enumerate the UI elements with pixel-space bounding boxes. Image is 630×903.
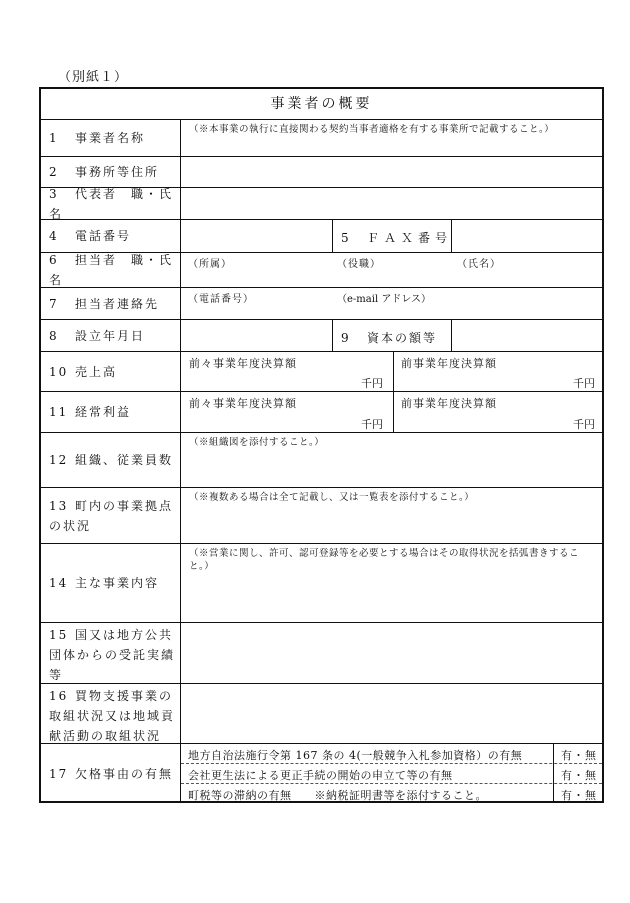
row-ordinary-profit bbox=[41, 392, 602, 433]
row-number: 6 bbox=[49, 253, 59, 267]
row-label-text: 町内の事業拠点の状況 bbox=[49, 499, 174, 533]
disqualification-choice[interactable]: 有・無 bbox=[561, 749, 597, 762]
row-number: 10 bbox=[49, 364, 69, 379]
row-label-text: 組織、従業員数 bbox=[75, 453, 174, 467]
row-label bbox=[41, 220, 181, 252]
position-label: （役職） bbox=[337, 259, 381, 270]
phone-number-label: （電話番号） bbox=[188, 294, 254, 305]
sales-prev-prev-unit: 千円 bbox=[361, 377, 383, 390]
row-label-text: 事務所等住所 bbox=[75, 165, 160, 179]
disqualification-choice[interactable]: 有・無 bbox=[561, 789, 597, 802]
row-number: 14 bbox=[49, 576, 69, 590]
row-label bbox=[41, 188, 181, 219]
row-label-text: 経常利益 bbox=[75, 405, 132, 419]
row-label-text: 代表者 職・氏名 bbox=[49, 186, 174, 221]
row-label-text: 担当者 職・氏名 bbox=[49, 253, 174, 287]
business-name-note: （※本事業の執行に直接関わる契約当事者適格を有する事業所で記載すること。） bbox=[189, 124, 555, 135]
row-label-text: 設立年月日 bbox=[75, 328, 146, 343]
capital-field[interactable] bbox=[452, 320, 602, 351]
sales-prev-label: 前事業年度決算額 bbox=[401, 357, 497, 370]
row-label bbox=[41, 120, 181, 156]
contact-info-field[interactable] bbox=[182, 302, 602, 319]
row-number: 7 bbox=[49, 296, 59, 311]
row-label bbox=[41, 253, 181, 287]
name-label: （氏名） bbox=[457, 259, 501, 270]
row-label bbox=[41, 684, 181, 743]
row-label-text: 欠格事由の有無 bbox=[75, 766, 174, 781]
shopping-support-field[interactable] bbox=[182, 684, 602, 743]
form-title: 事業者の概要 bbox=[41, 89, 602, 120]
row-contact-info bbox=[41, 288, 602, 320]
established-date-field[interactable] bbox=[182, 320, 332, 351]
row-number: 13 bbox=[49, 499, 69, 513]
row-number: 15 bbox=[49, 628, 69, 642]
row-label-text: 担当者連絡先 bbox=[75, 296, 160, 311]
row-number: 8 bbox=[49, 328, 59, 343]
row-label bbox=[41, 392, 181, 432]
row-label bbox=[41, 433, 181, 487]
disqualification-item: 会社更生法による更正手続の開始の申立て等の有無 bbox=[188, 769, 453, 782]
row-number: 16 bbox=[49, 689, 69, 703]
fax-label-text: ＦＡＸ番号 bbox=[367, 231, 453, 245]
business-name-field[interactable] bbox=[182, 135, 602, 156]
capital-number: 9 bbox=[341, 331, 351, 345]
row-organization bbox=[41, 433, 602, 488]
affiliation-label: （所属） bbox=[188, 259, 232, 270]
row-number: 17 bbox=[49, 766, 69, 781]
organization-field[interactable] bbox=[182, 449, 602, 487]
row-label-text: 事業者名称 bbox=[75, 131, 146, 145]
row-disqualification bbox=[41, 744, 602, 803]
disqualification-choice[interactable]: 有・無 bbox=[561, 769, 597, 782]
row-business-name bbox=[41, 120, 602, 157]
row-shopping-support bbox=[41, 684, 602, 744]
sales-prev-unit: 千円 bbox=[573, 377, 595, 390]
phone-field[interactable] bbox=[182, 220, 332, 252]
contact-person-field[interactable] bbox=[182, 267, 602, 287]
profit-prev-prev-label: 前々事業年度決算額 bbox=[189, 397, 297, 410]
row-number: 12 bbox=[49, 453, 69, 467]
organization-note: （※組織図を添付すること。） bbox=[189, 437, 325, 448]
fax-number: 5 bbox=[341, 231, 351, 245]
row-local-bases bbox=[41, 488, 602, 544]
row-representative bbox=[41, 188, 602, 220]
row-label bbox=[41, 320, 181, 351]
row-label-text: 買物支援事業の取組状況又は地域貢献活動の取組状況 bbox=[49, 689, 176, 743]
main-business-field[interactable] bbox=[182, 574, 602, 622]
row-contact-person bbox=[41, 253, 602, 288]
row-phone-fax bbox=[41, 220, 602, 253]
fax-field[interactable] bbox=[452, 220, 602, 252]
row-government-contracts bbox=[41, 623, 602, 684]
row-sales bbox=[41, 352, 602, 392]
local-bases-note: （※複数ある場合は全て記載し、又は一覧表を添付すること。） bbox=[189, 492, 475, 503]
disqualification-item: 町税等の滞納の有無 ※納税証明書等を添付すること。 bbox=[188, 789, 487, 802]
row-number: 1 bbox=[49, 131, 59, 145]
profit-prev-unit: 千円 bbox=[573, 418, 595, 431]
row-label bbox=[41, 488, 181, 543]
row-number: 11 bbox=[49, 405, 69, 419]
row-number: 2 bbox=[49, 165, 59, 179]
capital-label-text: 資本の額等 bbox=[367, 331, 438, 345]
row-label-text: 国又は地方公共団体からの受託実績等 bbox=[49, 628, 176, 682]
attachment-label: （別紙１） bbox=[58, 70, 129, 85]
row-label-text: 主な事業内容 bbox=[75, 576, 160, 590]
sales-prev-prev-label: 前々事業年度決算額 bbox=[189, 357, 297, 370]
row-label bbox=[41, 352, 181, 391]
capital-label bbox=[341, 329, 437, 346]
profit-prev-label: 前事業年度決算額 bbox=[401, 397, 497, 410]
row-label bbox=[41, 623, 181, 683]
local-bases-field[interactable] bbox=[182, 504, 602, 543]
row-label-text: 電話番号 bbox=[75, 229, 132, 243]
row-label bbox=[41, 744, 181, 803]
profit-prev-prev-unit: 千円 bbox=[361, 418, 383, 431]
row-label bbox=[41, 157, 181, 187]
disqualification-item: 地方自治法施行令第 167 条の 4(一般競争入札参加資格）の有無 bbox=[188, 749, 523, 762]
office-address-field[interactable] bbox=[182, 157, 602, 187]
row-number: 3 bbox=[49, 186, 59, 201]
main-business-note: （※営業に関し、許可、認可登録等を必要とする場合はその取得状況を括弧書きすること。） bbox=[189, 548, 580, 572]
row-label bbox=[41, 544, 181, 622]
business-overview-form bbox=[39, 87, 604, 803]
fax-label bbox=[341, 229, 452, 246]
row-established-capital bbox=[41, 320, 602, 352]
row-label-text: 売上高 bbox=[75, 364, 118, 379]
row-label bbox=[41, 288, 181, 319]
row-number: 4 bbox=[49, 229, 59, 243]
representative-field[interactable] bbox=[182, 188, 602, 219]
government-contracts-field[interactable] bbox=[182, 623, 602, 683]
row-main-business bbox=[41, 544, 602, 623]
email-label: （e-mail アドレス） bbox=[337, 294, 432, 305]
